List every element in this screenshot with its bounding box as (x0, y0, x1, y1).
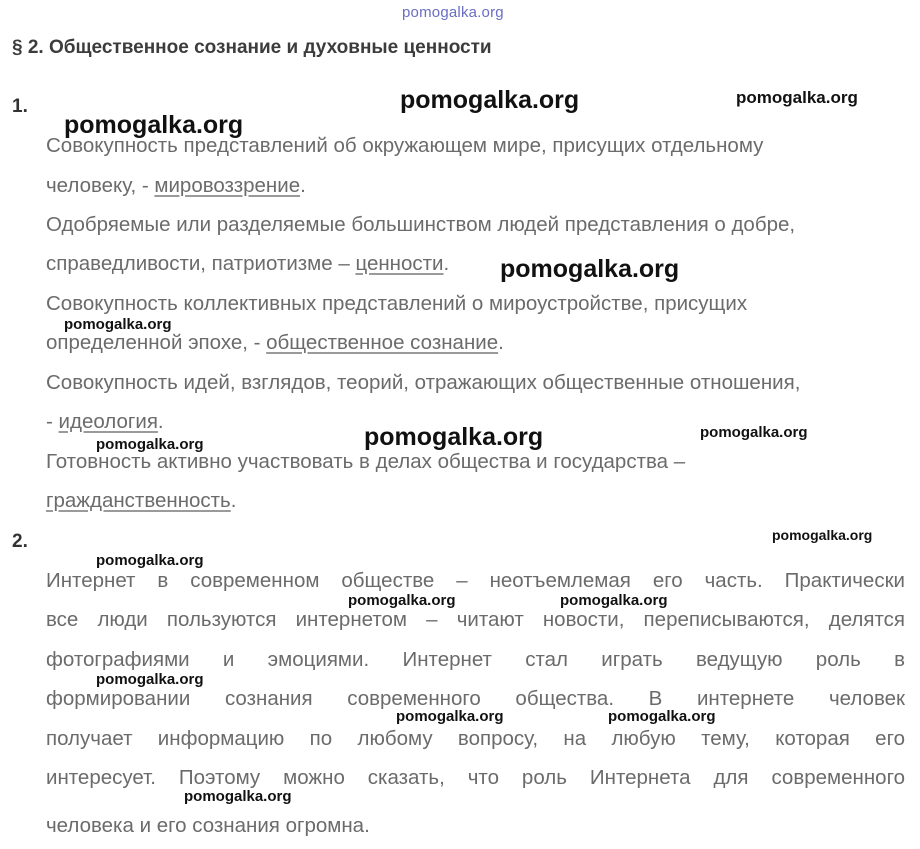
task-1-number: 1. (12, 96, 28, 117)
task-1-line: справедливости, патриотизме – ценности. (46, 252, 450, 275)
term-answer: ценности (355, 252, 444, 275)
watermark: pomogalka.org (500, 255, 680, 283)
watermark: pomogalka.org (96, 436, 204, 453)
task-2-line: интересует. Поэтому можно сказать, что роль Интернета для современного (46, 766, 905, 789)
task-1-line: Совокупность коллективных представлений о мироустройстве, присущих (46, 292, 748, 315)
term-answer: гражданственность (46, 489, 231, 512)
watermark: pomogalka.org (96, 671, 204, 688)
watermark: pomogalka.org (560, 592, 668, 609)
term-answer: общественное сознание (266, 331, 499, 354)
task-1-line: - идеология. (46, 410, 164, 433)
task-1-line: Одобряемые или разделяемые большинством людей представления о добре, (46, 213, 796, 236)
watermark: pomogalka.org (772, 527, 873, 543)
task-2-line: человека и его сознания огромна. (46, 814, 370, 837)
task-1-line: гражданственность. (46, 489, 237, 512)
task-1-line: человеку, - мировоззрение. (46, 174, 306, 197)
watermark: pomogalka.org (96, 552, 204, 569)
task-2-line: фотографиями и эмоциями. Интернет стал играть ведущую роль в (46, 648, 905, 671)
task-2-line: все люди пользуются интернетом – читают новости, переписываются, делятся (46, 608, 905, 631)
task-2-line: получает информацию по любому вопросу, на любую тему, которая его (46, 727, 905, 750)
section-title: § 2. Общественное сознание и духовные ценности (12, 37, 492, 58)
watermark: pomogalka.org (400, 86, 580, 114)
watermark: pomogalka.org (64, 111, 244, 139)
task-1-line: Совокупность идей, взглядов, теорий, отражающих общественные отношения, (46, 371, 801, 394)
task-1-line: Готовность активно участвовать в делах общества и государства – (46, 450, 686, 473)
task-2-line: Интернет в современном обществе – неотъемлемая его часть. Практически (46, 569, 905, 592)
watermark: pomogalka.org (184, 788, 292, 805)
task-1-line: определенной эпохе, - общественное сознание. (46, 331, 504, 354)
task-1-line: Совокупность представлений об окружающем мире, присущих отдельному (46, 134, 764, 157)
watermark: pomogalka.org (364, 423, 544, 451)
task-2-number: 2. (12, 531, 28, 552)
watermark: pomogalka.org (608, 708, 716, 725)
term-answer: мировоззрение (154, 174, 301, 197)
task-2-line: формировании сознания современного общества. В интернете человек (46, 687, 905, 710)
watermark: pomogalka.org (396, 708, 504, 725)
watermark: pomogalka.org (64, 316, 172, 333)
watermark: pomogalka.org (348, 592, 456, 609)
term-answer: идеология (58, 410, 158, 433)
watermark: pomogalka.org (736, 88, 858, 107)
watermark: pomogalka.org (700, 424, 808, 441)
header-watermark: pomogalka.org (402, 4, 504, 21)
